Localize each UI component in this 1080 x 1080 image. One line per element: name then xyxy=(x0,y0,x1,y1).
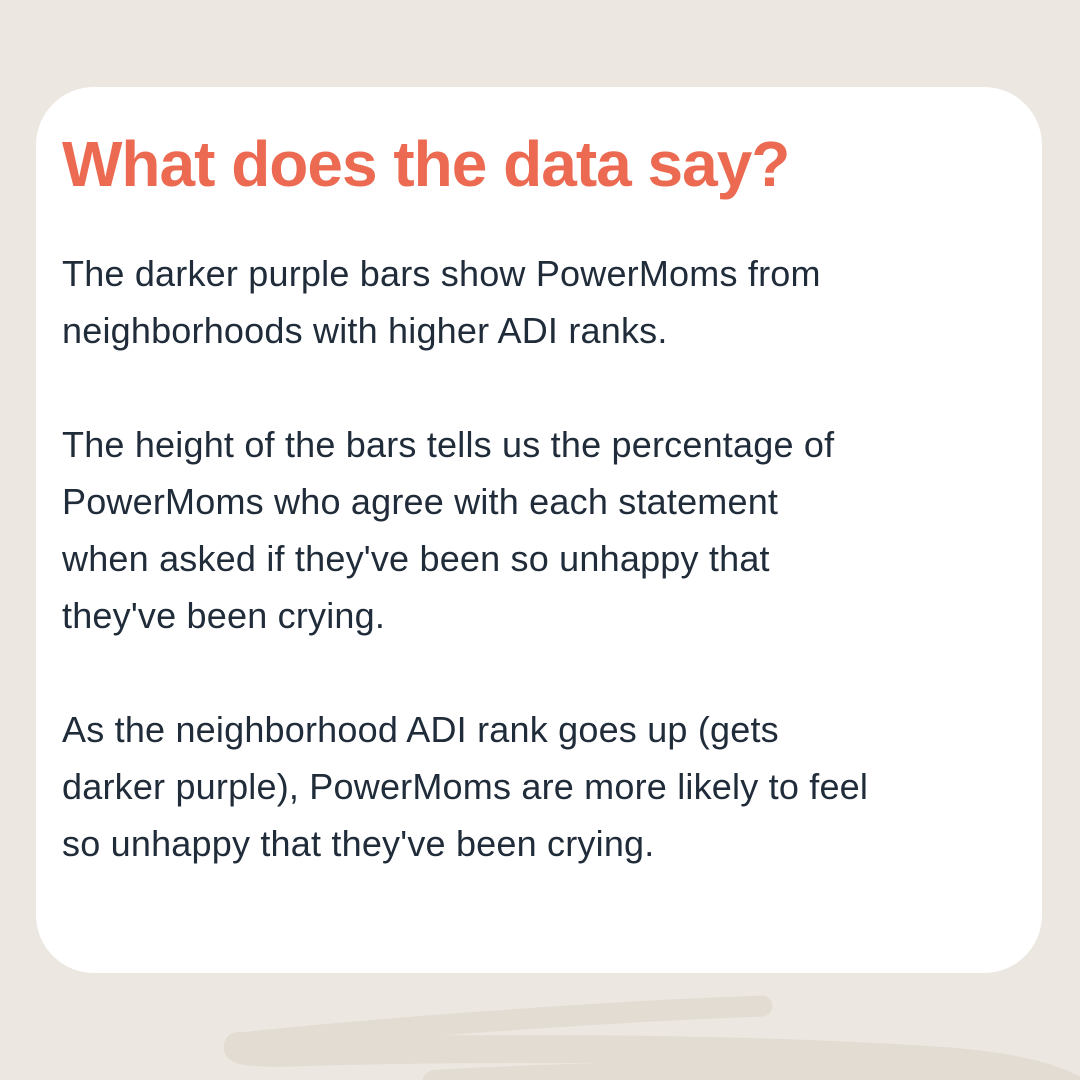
body-line: The darker purple bars show PowerMoms from xyxy=(62,253,821,294)
body-line: PowerMoms who agree with each statement xyxy=(62,481,779,522)
body-line: As the neighborhood ADI rank goes up (gets xyxy=(62,709,779,750)
body-line: they've been crying. xyxy=(62,595,386,636)
card-body xyxy=(62,245,1017,872)
paragraph-1 xyxy=(62,245,1017,359)
body-line: The height of the bars tells us the percentage of xyxy=(62,424,835,465)
body-line: when asked if they've been so unhappy that xyxy=(62,538,770,579)
card-title: What does the data say? xyxy=(62,128,790,200)
body-line: neighborhoods with higher ADI ranks. xyxy=(62,310,668,351)
text-card xyxy=(36,87,1042,973)
body-line: so unhappy that they've been crying. xyxy=(62,823,655,864)
body-line: darker purple), PowerMoms are more likely to feel xyxy=(62,766,869,807)
paragraph-3 xyxy=(62,701,1017,872)
paragraph-2 xyxy=(62,416,1017,644)
